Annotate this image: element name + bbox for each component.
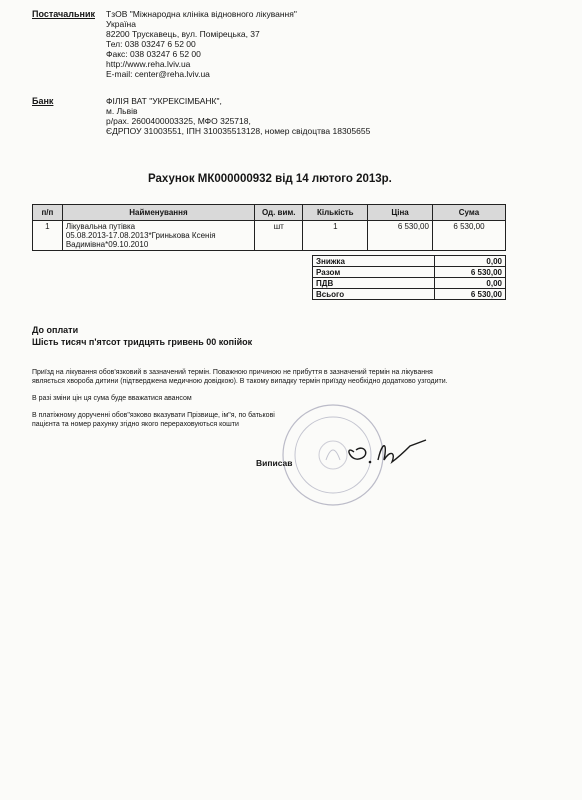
totals-value: 0,00 bbox=[435, 256, 506, 267]
cell-name-line: Лікувальна путівка bbox=[65, 222, 136, 231]
signed-by-label: Виписав bbox=[256, 458, 293, 468]
col-header-name: Найменування bbox=[62, 205, 254, 221]
items-table bbox=[32, 204, 506, 251]
supplier-line: Факс: 038 03247 6 52 00 bbox=[106, 49, 201, 59]
col-header-sum: Сума bbox=[432, 205, 505, 221]
supplier-line: E-mail: center@reha.lviv.ua bbox=[106, 69, 210, 79]
col-header-unit: Од. вим. bbox=[255, 205, 303, 221]
amount-due-label: До оплати bbox=[32, 325, 79, 335]
totals-value: 6 530,00 bbox=[435, 267, 506, 278]
cell-sum: 6 530,00 bbox=[432, 221, 505, 251]
cell-num: 1 bbox=[33, 221, 63, 251]
totals-row-subtotal bbox=[313, 267, 506, 278]
totals-label: ПДВ bbox=[313, 278, 435, 289]
col-header-qty: Кількість bbox=[303, 205, 368, 221]
totals-row-discount bbox=[313, 256, 506, 267]
table-header-row bbox=[33, 205, 506, 221]
supplier-line: 82200 Трускавець, вул. Помірецька, 37 bbox=[106, 29, 260, 39]
invoice-title: Рахунок МК000000932 від 14 лютого 2013р. bbox=[148, 173, 392, 185]
note-arrival-line-1: Приїзд на лікування обов'язковий в зазначений термін. Поважною причиною не прибуття в зазначений термін на лікування bbox=[32, 369, 433, 376]
cell-name-line: 05.08.2013-17.08.2013*Гринькова Ксенія bbox=[65, 231, 216, 240]
totals-value: 0,00 bbox=[435, 278, 506, 289]
totals-label: Разом bbox=[313, 267, 435, 278]
supplier-line: ТзОВ "Міжнародна клініка відновного лікування" bbox=[106, 9, 297, 19]
supplier-details bbox=[106, 9, 297, 79]
col-header-num: п/п bbox=[33, 205, 63, 221]
bank-line: р/рах. 2600400003325, МФО 325718, bbox=[106, 116, 251, 126]
note-advance: В разі зміни цін ця сума буде вважатися авансом bbox=[32, 395, 192, 402]
amount-due bbox=[32, 324, 252, 348]
note-payment-line-2: пацієнта та номер рахунку згідно якого перераховуються кошти bbox=[32, 421, 239, 428]
cell-qty: 1 bbox=[303, 221, 368, 251]
supplier-line: Тел: 038 03247 6 52 00 bbox=[106, 39, 196, 49]
totals-value: 6 530,00 bbox=[435, 289, 506, 300]
supplier-label: Постачальник bbox=[32, 9, 95, 19]
supplier-line: http://www.reha.lviv.ua bbox=[106, 59, 191, 69]
bank-line: ЄДРПОУ 31003551, ІПН 310035513128, номер свідоцтва 18305655 bbox=[106, 126, 371, 136]
bank-line: м. Львів bbox=[106, 106, 138, 116]
bank-details bbox=[106, 96, 370, 136]
col-header-price: Ціна bbox=[368, 205, 433, 221]
cell-name-line: Вадимівна*09.10.2010 bbox=[65, 240, 149, 249]
totals-label: Знижка bbox=[313, 256, 435, 267]
cell-name bbox=[62, 221, 254, 251]
bank-line: ФІЛІЯ ВАТ "УКРЕКСІМБАНК", bbox=[106, 96, 222, 106]
note-arrival-line-2: являється хвороба дитини (підтверджена медичною довідкою). В такому випадку термін приїзду необхідно додатково узгодити. bbox=[32, 378, 448, 385]
signature-icon bbox=[340, 430, 430, 475]
supplier-line: Україна bbox=[106, 19, 136, 29]
note-payment-line-1: В платіжному дорученні обов"язково вказувати Прізвище, ім"я, по батькові bbox=[32, 412, 275, 419]
amount-in-words: Шість тисяч п'ятсот тридцять гривень 00 копійок bbox=[32, 337, 253, 347]
totals-row-vat bbox=[313, 278, 506, 289]
totals-label: Всього bbox=[313, 289, 435, 300]
totals-table bbox=[312, 255, 506, 300]
bank-label: Банк bbox=[32, 96, 54, 106]
table-row bbox=[33, 221, 506, 251]
totals-row-total bbox=[313, 289, 506, 300]
cell-unit: шт bbox=[255, 221, 303, 251]
cell-price: 6 530,00 bbox=[368, 221, 433, 251]
